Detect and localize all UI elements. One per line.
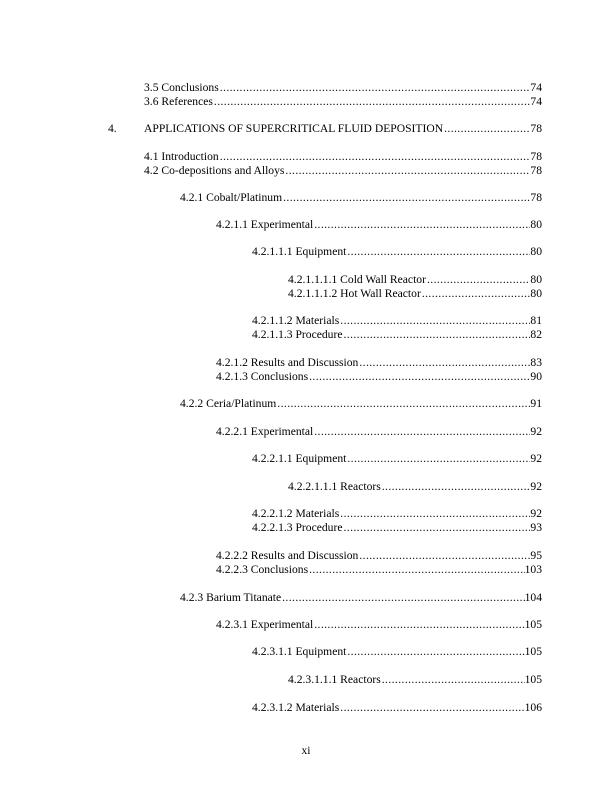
toc-entry-page: 92 <box>530 507 542 520</box>
dot-leader <box>427 273 530 287</box>
toc-entry-page: 80 <box>530 273 542 286</box>
dot-leader <box>285 164 530 178</box>
toc-entry-page: 105 <box>524 618 542 631</box>
toc-entry-page: 80 <box>530 218 542 231</box>
dot-leader <box>444 122 530 136</box>
toc-entry-4-2-1-1-1-1[interactable] <box>288 273 542 287</box>
toc-entry-4-2-1-1[interactable] <box>216 218 542 232</box>
toc-entry-label: 4.2.3.1.1.1 Reactors <box>288 673 381 686</box>
toc-entry-4-2-3-1-1[interactable] <box>252 645 542 659</box>
toc-entry-page: 74 <box>530 95 542 108</box>
toc-entry-page: 80 <box>530 245 542 258</box>
toc-entry-4-2[interactable] <box>144 164 542 178</box>
toc-entry-4-2-3-1-2[interactable] <box>252 701 542 715</box>
toc-entry-4-2-2-1-3[interactable] <box>252 521 542 535</box>
toc-entry-page: 82 <box>530 328 542 341</box>
dot-leader <box>214 95 531 109</box>
toc-entry-label: APPLICATIONS OF SUPERCRITICAL FLUID DEPOSITION <box>144 122 444 135</box>
toc-entry-label: 4.2.2.2 Results and Discussion <box>216 549 359 562</box>
toc-entry-label: 4.2 Co-depositions and Alloys <box>144 164 285 177</box>
toc-entry-label: 4.2.1.1 Experimental <box>216 218 314 231</box>
toc-entry-page: 95 <box>530 549 542 562</box>
toc-entry-chapter-4[interactable] <box>144 122 542 136</box>
toc-entry-label: 4.1 Introduction <box>144 150 219 163</box>
toc-entry-label: 4.2.1.3 Conclusions <box>216 370 309 383</box>
toc-entry-label: 4.2.2.3 Conclusions <box>216 563 309 576</box>
dot-leader <box>359 356 530 370</box>
toc-entry-4-2-1-1-1[interactable] <box>252 245 542 259</box>
dot-leader <box>314 618 524 632</box>
toc-entry-page: 91 <box>530 397 542 410</box>
toc-entry-page: 105 <box>524 645 542 658</box>
toc-entry-4-2-1-1-1-2[interactable] <box>288 287 542 301</box>
toc-entry-page: 103 <box>524 563 542 576</box>
dot-leader <box>220 150 531 164</box>
dot-leader <box>220 81 531 95</box>
dot-leader <box>347 645 524 659</box>
toc-entry-label: 3.6 References <box>144 95 213 108</box>
toc-entry-page: 80 <box>530 287 542 300</box>
dot-leader <box>314 218 530 232</box>
toc-entry-label: 4.2.2.1.3 Procedure <box>252 521 343 534</box>
toc-entry-label: 4.2.1.1.3 Procedure <box>252 328 343 341</box>
toc-entry-label: 4.2.3 Barium Titanate <box>180 591 282 604</box>
toc-entry-page: 78 <box>530 150 542 163</box>
toc-entry-4-2-1-2[interactable] <box>216 356 542 370</box>
dot-leader <box>277 397 530 411</box>
toc-entry-label: 4.2.1.2 Results and Discussion <box>216 356 359 369</box>
toc-entry-label: 4.2.1.1.1.2 Hot Wall Reactor <box>288 287 421 300</box>
chapter-number: 4. <box>108 122 117 135</box>
toc-entry-label: 3.5 Conclusions <box>144 81 219 94</box>
dot-leader <box>422 287 531 301</box>
toc-entry-page: 74 <box>530 81 542 94</box>
toc-entry-label: 4.2.1.1.1.1 Cold Wall Reactor <box>288 273 426 286</box>
toc-entry-label: 4.2.3.1.1 Equipment <box>252 645 347 658</box>
toc-entry-page: 78 <box>530 164 542 177</box>
toc-entry-label: 4.2.2.1 Experimental <box>216 425 314 438</box>
toc-entry-3-5[interactable] <box>144 81 542 95</box>
toc-entry-4-2-3[interactable] <box>180 591 542 605</box>
dot-leader <box>382 673 525 687</box>
toc-entry-page: 81 <box>530 314 542 327</box>
toc-entry-4-2-2-2[interactable] <box>216 549 542 563</box>
toc-entry-4-2-1-1-3[interactable] <box>252 328 542 342</box>
toc-entry-page: 78 <box>530 191 542 204</box>
toc-entry-3-6[interactable] <box>144 95 542 109</box>
toc-entry-page: 105 <box>524 673 542 686</box>
dot-leader <box>309 370 530 384</box>
toc-entry-label: 4.2.2.1.2 Materials <box>252 507 340 520</box>
toc-entry-4-2-2-1[interactable] <box>216 425 542 439</box>
toc-entry-page: 93 <box>530 521 542 534</box>
dot-leader <box>340 507 530 521</box>
toc-entry-label: 4.2.1.1.1 Equipment <box>252 245 347 258</box>
toc-entry-label: 4.2.1.1.2 Materials <box>252 314 340 327</box>
toc-entry-4-2-2[interactable] <box>180 397 542 411</box>
toc-entry-page: 92 <box>530 480 542 493</box>
toc-entry-4-2-3-1[interactable] <box>216 618 542 632</box>
dot-leader <box>282 591 524 605</box>
dot-leader <box>340 314 530 328</box>
dot-leader <box>309 563 524 577</box>
dot-leader <box>347 452 530 466</box>
toc-entry-4-1[interactable] <box>144 150 542 164</box>
toc-entry-page: 83 <box>530 356 542 369</box>
toc-entry-label: 4.2.2 Ceria/Platinum <box>180 397 277 410</box>
dot-leader <box>347 245 530 259</box>
toc-entry-page: 104 <box>524 591 542 604</box>
toc-entry-4-2-2-1-2[interactable] <box>252 507 542 521</box>
toc-entry-label: 4.2.1 Cobalt/Platinum <box>180 191 283 204</box>
toc-entry-page: 78 <box>530 122 542 135</box>
toc-entry-page: 90 <box>530 370 542 383</box>
dot-leader <box>283 191 530 205</box>
toc-entry-page: 92 <box>530 452 542 465</box>
dot-leader <box>343 521 530 535</box>
toc-entry-4-2-1[interactable] <box>180 191 542 205</box>
dot-leader <box>343 328 530 342</box>
toc-entry-label: 4.2.3.1.2 Materials <box>252 701 340 714</box>
toc-entry-label: 4.2.2.1.1.1 Reactors <box>288 480 381 493</box>
toc-entry-4-2-2-1-1[interactable] <box>252 452 542 466</box>
dot-leader <box>359 549 530 563</box>
toc-entry-4-2-2-1-1-1[interactable] <box>288 480 542 494</box>
page-number: xi <box>301 744 311 757</box>
toc-entry-4-2-2-3[interactable] <box>216 563 542 577</box>
toc-entry-page: 106 <box>524 701 542 714</box>
toc-entry-page: 92 <box>530 425 542 438</box>
dot-leader <box>382 480 531 494</box>
toc-entry-4-2-1-3[interactable] <box>216 370 542 384</box>
toc-entry-label: 4.2.2.1.1 Equipment <box>252 452 347 465</box>
toc-entry-4-2-3-1-1-1[interactable] <box>288 673 542 687</box>
dot-leader <box>340 701 524 715</box>
dot-leader <box>314 425 530 439</box>
toc-entry-label: 4.2.3.1 Experimental <box>216 618 314 631</box>
toc-entry-4-2-1-1-2[interactable] <box>252 314 542 328</box>
